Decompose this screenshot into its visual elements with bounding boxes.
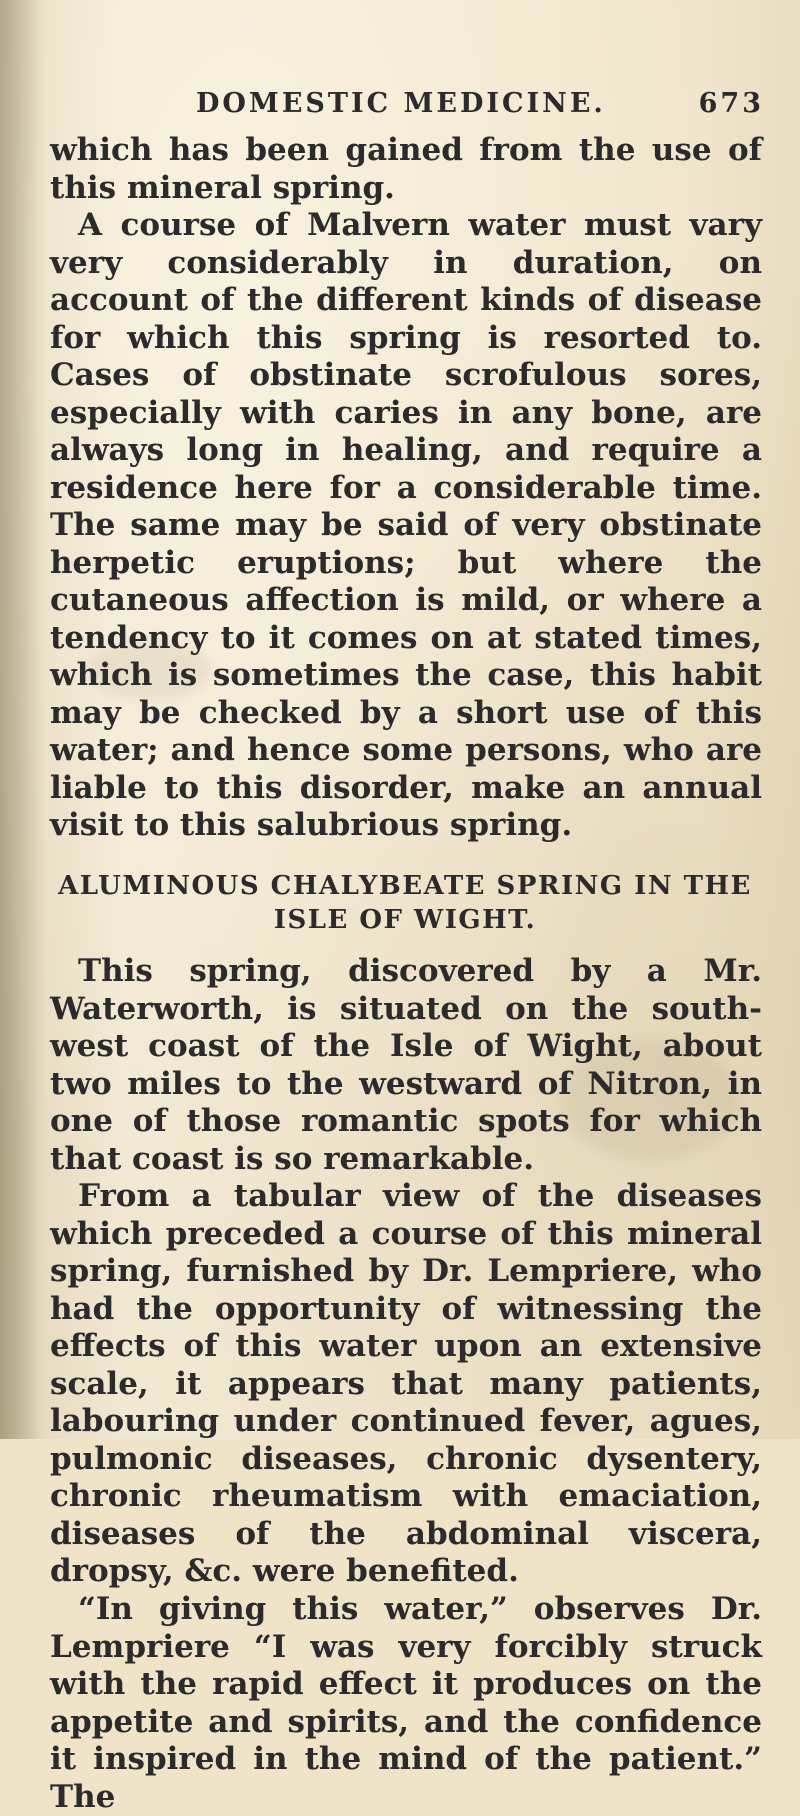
page-number: 673 xyxy=(698,88,764,119)
section-heading: ALUMINOUS CHALYBEATE SPRING IN THE ISLE OF WIGHT. xyxy=(58,871,752,935)
paragraph-quotation: “In giving this water,” observes Dr. Lempriere “I was very forcibly struck with the rapid effect it produces on the appetite and spirits, and the confidence it inspired in the mind of the patient.” The xyxy=(50,1591,762,1815)
paragraph-spring-location: This spring, discovered by a Mr. Waterworth, is situated on the south-west coast of the Isle of Wight, about two miles to the westward of Nitron, in one of those romantic spots for which that coast is so remarkable. xyxy=(50,953,762,1177)
page-gutter-shadow xyxy=(0,0,46,1439)
running-head xyxy=(44,88,764,122)
paragraph-tabular-view: From a tabular view of the diseases which preceded a course of this mineral spring, furnished by Dr. Lempriere, who had the opportunity of witnessing the effects of this water upon an extensive scale, it appears that many patients, labouring under continued fever, agues, pulmonic diseases, chronic dysentery, chronic rheumatism with emaciation, diseases of the abdominal viscera, dropsy, &c. were benefited. xyxy=(50,1178,762,1589)
running-head-title: DOMESTIC MEDICINE. xyxy=(196,88,606,119)
paragraph-malvern-course: A course of Malvern water must vary very considerably in duration, on account of the different kinds of disease for which this spring is resorted to. Cases of obstinate scrofulous sores, especially with caries in any bone, are always long in healing, and require a residence here for a considerable time. The same may be said of very obstinate herpetic eruptions; but where the cutaneous affection is mild, or where a tendency to it comes on at stated times, which is sometimes the case, this habit may be checked by a short use of this water; and hence some persons, who are liable to this disorder, make an annual visit to this salubrious spring. xyxy=(50,207,762,843)
paragraph-continuation: which has been gained from the use of this mineral spring. xyxy=(50,132,762,206)
